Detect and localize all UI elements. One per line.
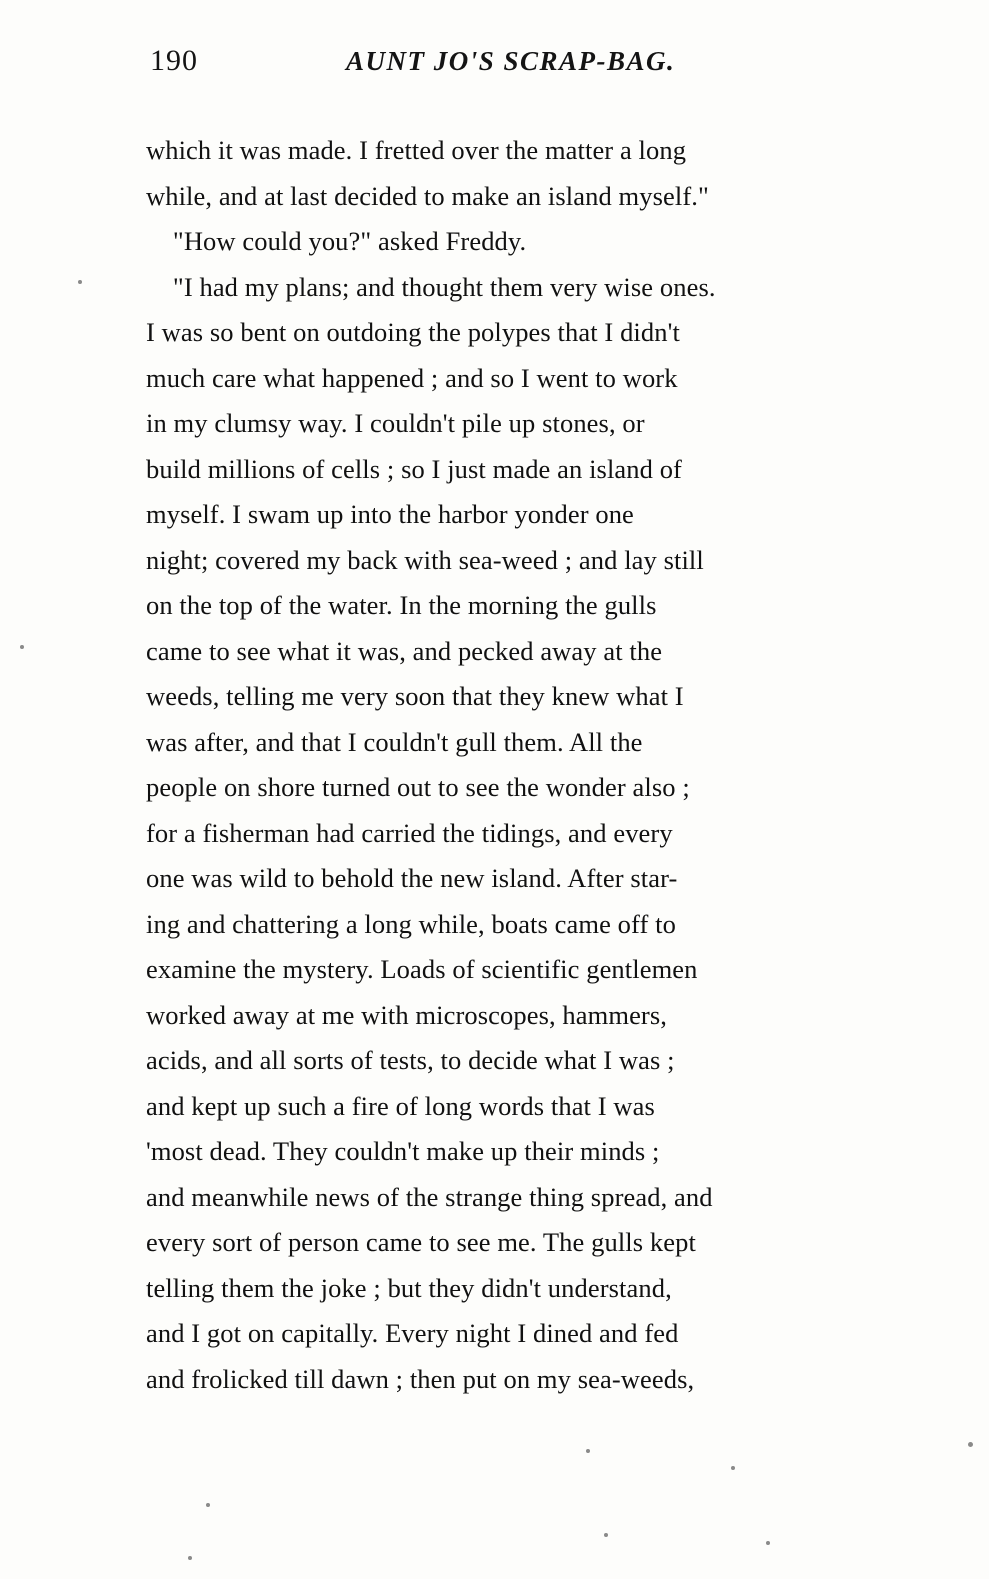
print-speck: [586, 1449, 590, 1453]
text-line: in my clumsy way. I couldn't pile up stones, or: [146, 408, 645, 438]
text-line: examine the mystery. Loads of scientific gentlemen: [146, 954, 698, 984]
text-line: every sort of person came to see me. The gulls kept: [146, 1227, 696, 1257]
text-line: and meanwhile news of the strange thing spread, and: [146, 1181, 713, 1212]
print-speck: [20, 645, 24, 649]
print-speck: [766, 1541, 770, 1545]
text-line: people on shore turned out to see the wonder also ;: [146, 772, 690, 802]
text-line: much care what happened ; and so I went to work: [146, 362, 678, 393]
text-line: and I got on capitally. Every night I dined and fed: [146, 1318, 679, 1348]
page-header: [150, 44, 850, 84]
print-speck: [731, 1466, 735, 1470]
text-line: telling them the joke ; but they didn't understand,: [146, 1272, 672, 1303]
print-speck: [206, 1503, 210, 1507]
text-line: which it was made. I fretted over the matter a long: [146, 135, 687, 165]
text-line: night; covered my back with sea-weed ; and lay still: [146, 544, 704, 575]
text-line: "How could you?" asked Freddy.: [146, 226, 527, 256]
text-line: one was wild to behold the new island. After star-: [146, 863, 678, 893]
print-speck: [78, 280, 82, 284]
print-speck: [968, 1442, 973, 1447]
text-line: on the top of the water. In the morning the gulls: [146, 590, 657, 620]
body-text: [146, 128, 936, 1402]
text-line: "I had my plans; and thought them very wise ones.: [146, 271, 716, 302]
text-line: build millions of cells ; so I just made an island of: [146, 453, 682, 484]
text-line: myself. I swam up into the harbor yonder one: [146, 499, 634, 529]
text-line: while, and at last decided to make an island myself.": [146, 180, 709, 211]
text-line: for a fisherman had carried the tidings, and every: [146, 817, 673, 848]
text-line: and kept up such a fire of long words that I was: [146, 1090, 655, 1121]
text-line: ing and chattering a long while, boats came off to: [146, 908, 676, 939]
text-line: came to see what it was, and pecked away at the: [146, 635, 663, 666]
text-line: weeds, telling me very soon that they knew what I: [146, 681, 684, 711]
text-line: I was so bent on outdoing the polypes that I didn't: [146, 317, 680, 347]
text-line: and frolicked till dawn ; then put on my sea-weeds,: [146, 1363, 695, 1394]
page-number: 190: [150, 44, 198, 77]
text-line: worked away at me with microscopes, hammers,: [146, 999, 667, 1030]
text-line: acids, and all sorts of tests, to decide what I was ;: [146, 1045, 675, 1075]
print-speck: [604, 1533, 608, 1537]
print-speck: [188, 1556, 192, 1560]
text-line: was after, and that I couldn't gull them. All the: [146, 726, 643, 757]
text-line: 'most dead. They couldn't make up their minds ;: [146, 1136, 660, 1166]
running-title: AUNT JO'S SCRAP-BAG.: [346, 46, 676, 76]
